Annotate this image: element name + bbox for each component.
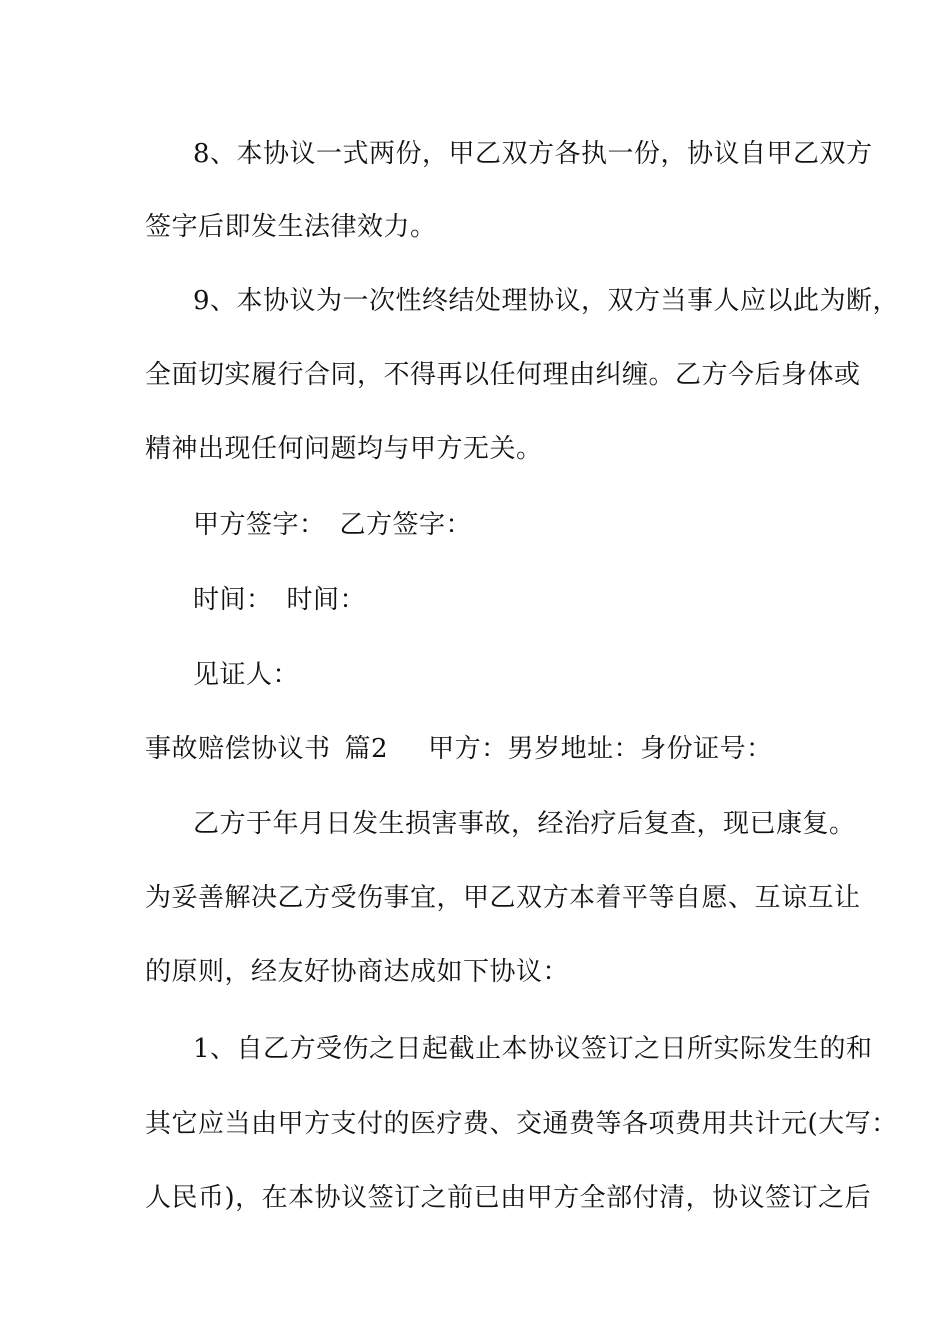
paragraph-line: 人民币)，在本协议签订之前已由甲方全部付清，协议签订之后: [145, 1183, 872, 1213]
paragraph-line: 9、本协议为一次性终结处理协议，双方当事人应以此为断，: [193, 286, 900, 316]
party-b-date-label: 时间：: [286, 585, 367, 615]
paragraph-line: 为妥善解决乙方受伤事宜，甲乙双方本着平等自愿、互谅互让: [145, 883, 861, 913]
paragraph-line: 1、自乙方受伤之日起截止本协议签订之日所实际发生的和: [193, 1034, 873, 1064]
section-title: 事故赔偿协议书: [145, 734, 331, 764]
party-a-signature-label: 甲方签字：: [193, 510, 326, 540]
paragraph-line: 8、本协议一式两份，甲乙双方各执一份，协议自甲乙双方: [193, 139, 873, 169]
section-heading-line: [145, 732, 773, 766]
paragraph-line: 精神出现任何问题均与甲方无关。: [145, 434, 543, 464]
paragraph-line: 其它应当由甲方支付的医疗费、交通费等各项费用共计元(大写：: [145, 1109, 898, 1139]
date-line: [193, 583, 366, 617]
paragraph-line: 全面切实履行合同，不得再以任何理由纠缠。乙方今后身体或: [145, 360, 861, 390]
party-a-info: 甲方：男岁地址：身份证号：: [428, 734, 773, 764]
party-a-date-label: 时间：: [193, 585, 273, 615]
witness-label: 见证人：: [193, 660, 300, 690]
signature-line: [193, 508, 472, 542]
paragraph-line: 乙方于年月日发生损害事故，经治疗后复查，现已康复。: [193, 809, 856, 839]
section-number: 篇2: [344, 734, 389, 764]
paragraph-line: 签字后即发生法律效力。: [145, 212, 437, 242]
paragraph-line: 的原则，经友好协商达成如下协议：: [145, 957, 570, 987]
party-b-signature-label: 乙方签字：: [339, 510, 473, 540]
